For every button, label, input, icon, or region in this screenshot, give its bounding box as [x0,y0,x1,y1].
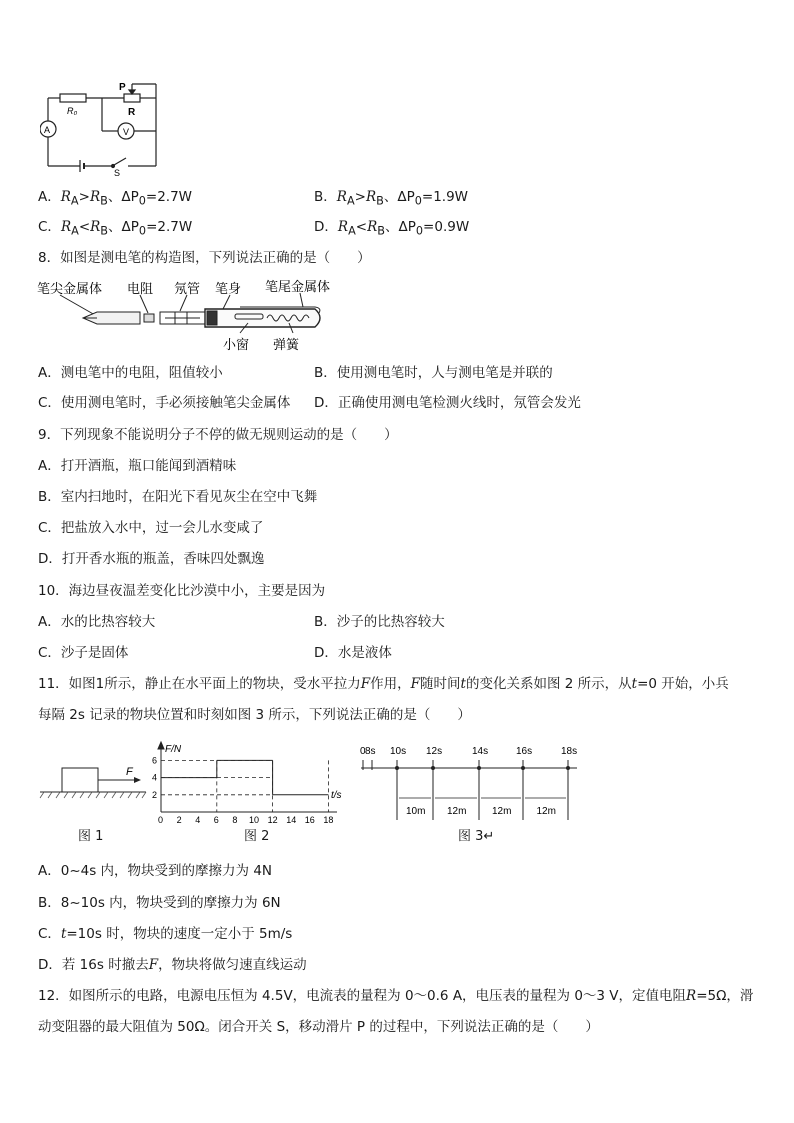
q11-option-a[interactable]: A．0~4s 内，物块受到的摩擦力为 4N [38,863,273,879]
time-label: 0 [360,746,366,757]
label-tail-metal: 笔尾金属体 [265,279,331,294]
q7-circuit-diagram [40,78,210,178]
x-axis-label: t/s [331,790,342,801]
q11-option-c[interactable]: C．t=10s 时，物块的速度一定小于 5m/s [38,926,293,942]
time-label: 10s [390,746,407,757]
label-spring: 弹簧 [273,337,300,352]
voltmeter-label: V [123,127,130,137]
q7-option-c[interactable]: C．$R_A<R_B$、$\Delta P_0=2.7W$ [38,219,193,238]
ammeter-label: A [44,125,51,135]
q11-figure1-caption: 图 1 [78,829,104,844]
q9-option-c[interactable]: C．把盐放入水中，过一会儿水变咸了 [38,520,264,536]
rheostat-r-label: R [128,107,136,118]
time-label: 8s [365,746,376,757]
label-neon-tube: 氖管 [174,281,201,296]
y-tick-label: 4 [152,772,158,783]
q8-stem: 8．如图是测电笔的构造图，下列说法正确的是（ ） [38,250,371,266]
q8-option-c[interactable]: C．使用测电笔时，手必须接触笔尖金属体 [38,395,291,411]
distance-label: 10m [406,806,426,817]
q8-test-pen-diagram [35,275,355,355]
q11-stem-line2: 每隔 2s 记录的物块位置和时刻如图 3 所示，下列说法正确的是（ ） [38,707,471,723]
x-tick-label: 18 [323,815,334,825]
position-dot [477,766,481,770]
force-f-label: F [126,766,133,778]
q10-option-a[interactable]: A．水的比热容较大 [38,614,156,630]
position-dot [431,766,435,770]
label-tip-metal: 笔尖金属体 [37,281,103,296]
q9-option-b[interactable]: B．室内扫地时，在阳光下看见灰尘在空中飞舞 [38,489,318,505]
q11-figure3-diagram [355,740,585,830]
q10-option-b[interactable]: B．沙子的比热容较大 [314,614,445,630]
q11-figure2-caption: 图 2 [244,829,270,844]
time-label: 12s [426,746,443,757]
slider-p-label: P [119,82,126,93]
x-tick-label: 16 [304,815,315,825]
x-tick-label: 2 [176,815,182,825]
label-resistor: 电阻 [127,281,154,296]
q9-stem: 9．下列现象不能说明分子不停的做无规则运动的是（ ） [38,427,398,443]
resistor-r0-label: R₀ [67,106,78,116]
q8-option-a[interactable]: A．测电笔中的电阻，阻值较小 [38,365,223,381]
x-tick-label: 4 [195,815,201,825]
x-tick-label: 12 [267,815,278,825]
q12-stem-line1: 12．如图所示的电路，电源电压恒为 4.5V，电流表的量程为 0～0.6 A，电压表的量程为 0～3 V，定值电阻R=5Ω，滑 [38,988,754,1004]
position-dot [395,766,399,770]
q8-option-b[interactable]: B．使用测电笔时，人与测电笔是并联的 [314,365,553,381]
q10-option-d[interactable]: D．水是液体 [314,645,392,661]
distance-label: 12m [492,806,512,817]
q11-figure1 [38,760,148,800]
x-tick-label: 10 [249,815,260,825]
switch-label: S [114,168,121,178]
label-window: 小窗 [223,337,250,352]
q11-figure3-caption: 图 3↵ [458,829,495,844]
q9-option-a[interactable]: A．打开酒瓶，瓶口能闻到酒精味 [38,458,237,474]
q11-option-b[interactable]: B．8~10s 内，物块受到的摩擦力为 6N [38,895,281,911]
label-pen-body: 笔身 [215,281,242,296]
resistor-r0-symbol [60,94,86,102]
y-tick-label: 6 [152,755,158,766]
time-label: 18s [561,746,578,757]
q8-option-d[interactable]: D．正确使用测电笔检测火线时，氖管会发光 [314,395,581,411]
time-label: 16s [516,746,533,757]
q7-option-d[interactable]: D．$R_A<R_B$、$\Delta P_0=0.9W$ [314,219,470,238]
q11-option-d[interactable]: D．若 16s 时撤去F，物块将做匀速直线运动 [38,957,307,973]
q11-stem-line1: 11．如图1所示，静止在水平面上的物块，受水平拉力F作用，F随时间t的变化关系如图 2 所示，从t=0 开始，小兵 [38,676,729,692]
rheostat-symbol [124,94,140,102]
y-tick-label: 2 [152,789,158,800]
q10-option-c[interactable]: C．沙子是固体 [38,645,129,661]
position-dot [566,766,570,770]
distance-label: 12m [447,806,467,817]
x-tick-label: 14 [286,815,297,825]
x-tick-label: 6 [213,815,219,825]
distance-label: 12m [536,806,556,817]
x-tick-label: 0 [158,815,164,825]
x-tick-label: 8 [232,815,238,825]
q7-option-b[interactable]: B．$R_A>R_B$、$\Delta P_0=1.9W$ [314,189,469,208]
time-label: 14s [472,746,489,757]
position-dot [521,766,525,770]
q9-option-d[interactable]: D．打开香水瓶的瓶盖，香味四处飘逸 [38,551,265,567]
y-axis-label: F/N [165,744,182,755]
q11-figure2-chart [145,740,345,830]
block [62,768,98,792]
q12-stem-line2: 动变阻器的最大阻值为 50Ω。闭合开关 S，移动滑片 P 的过程中，下列说法正确的是（ ） [38,1019,599,1035]
q10-stem: 10．海边昼夜温差变化比沙漠中小，主要是因为 [38,583,326,599]
q7-option-a[interactable]: A．$R_A>R_B$、$\Delta P_0=2.7W$ [38,189,193,208]
